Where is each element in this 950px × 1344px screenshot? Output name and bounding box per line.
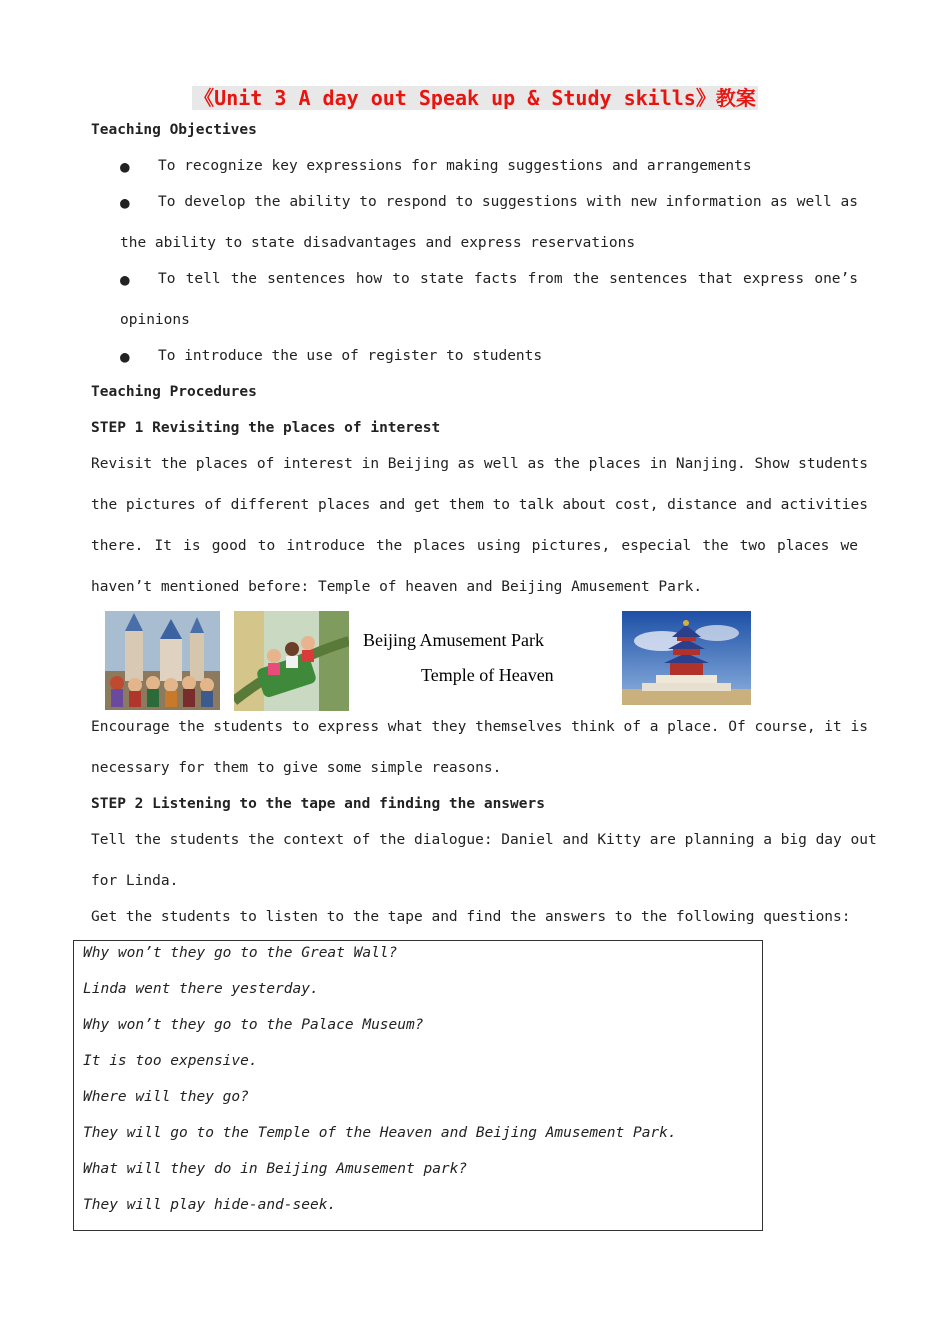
step1-paragraph2-line: Encourage the students to express what they themselves think of a place. Of course, it is: [91, 719, 868, 735]
bullet-icon: ●: [120, 157, 130, 176]
step1-paragraph-line: the pictures of different places and get them to talk about cost, distance and activities: [91, 497, 868, 513]
qa-answer: They will go to the Temple of the Heaven and Beijing Amusement Park.: [83, 1125, 677, 1141]
objective-item: To recognize key expressions for making suggestions and arrangements: [158, 158, 752, 174]
caption-temple-of-heaven: Temple of Heaven: [421, 665, 554, 685]
bullet-icon: ●: [120, 270, 130, 289]
objective-item: To introduce the use of register to students: [158, 348, 543, 364]
bullet-icon: ●: [120, 347, 130, 366]
castle-dwarfs-photo: [105, 611, 220, 710]
qa-answer: It is too expensive.: [83, 1053, 258, 1069]
step1-paragraph-line: haven’t mentioned before: Temple of heaven and Beijing Amusement Park.: [91, 579, 703, 595]
roller-coaster-photo: [234, 611, 349, 711]
objective-item-cont: opinions: [120, 312, 190, 328]
qa-answer: Linda went there yesterday.: [83, 981, 319, 997]
step1-paragraph-line: there. It is good to introduce the places using pictures, especial the two places we: [91, 538, 858, 554]
qa-question: Where will they go?: [83, 1089, 249, 1105]
step2-heading: STEP 2 Listening to the tape and finding the answers: [91, 796, 545, 812]
step2-instruction: Get the students to listen to the tape and find the answers to the following questions:: [91, 909, 851, 925]
objective-item: To tell the sentences how to state facts from the sentences that express one’s: [158, 271, 858, 287]
step2-paragraph-line: for Linda.: [91, 873, 179, 889]
temple-of-heaven-photo: [622, 611, 751, 705]
caption-amusement-park: Beijing Amusement Park: [363, 630, 544, 650]
qa-question: What will they do in Beijing Amusement park?: [83, 1161, 468, 1177]
step1-heading: STEP 1 Revisiting the places of interest: [91, 420, 441, 436]
objectives-heading: Teaching Objectives: [91, 122, 257, 138]
objective-item: To develop the ability to respond to suggestions with new information as well as: [158, 194, 858, 210]
step2-paragraph-line: Tell the students the context of the dialogue: Daniel and Kitty are planning a big day out: [91, 832, 877, 848]
objective-item-cont: the ability to state disadvantages and express reservations: [120, 235, 636, 251]
qa-answer: They will play hide-and-seek.: [83, 1197, 337, 1213]
qa-question: Why won’t they go to the Palace Museum?: [83, 1017, 424, 1033]
procedures-heading: Teaching Procedures: [91, 384, 257, 400]
step1-paragraph2-line: necessary for them to give some simple reasons.: [91, 760, 502, 776]
qa-question: Why won’t they go to the Great Wall?: [83, 945, 398, 961]
step1-paragraph-line: Revisit the places of interest in Beijing as well as the places in Nanjing. Show students: [91, 456, 868, 472]
bullet-icon: ●: [120, 193, 130, 212]
document-title: 《Unit 3 A day out Speak up & Study skills》教案: [194, 86, 756, 110]
